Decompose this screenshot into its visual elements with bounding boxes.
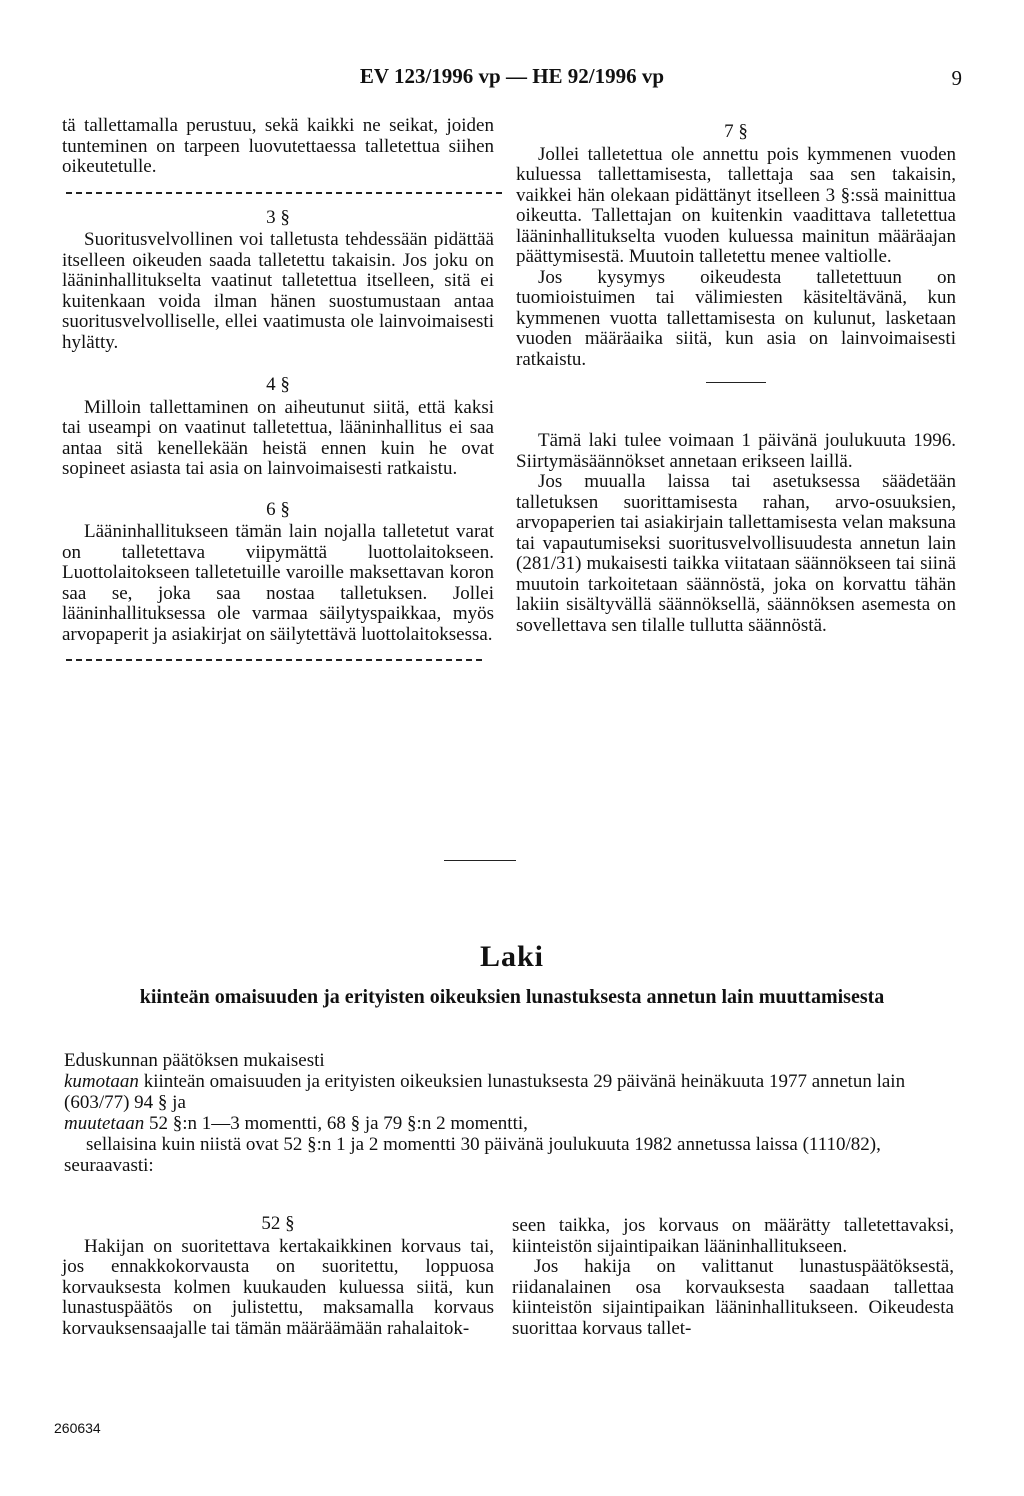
law-preamble [64,1050,954,1176]
omission-divider [66,659,482,661]
section-3-text: Suoritusvelvollinen voi talletusta tehdessään pidättää itselleen oikeuden saada talletettu takaisin. Jos joku on lääninhallitukselta vaatinut talletettua itselleen, sitä ei kuitenkaan voida ilman hänen suostumustaan antaa suoritusvelvolliselle, ellei vaatimusta ole lainvoimaisesti hylätty. [62,229,494,353]
section-6-heading: 6 § [266,498,290,520]
page-number: 9 [951,66,962,90]
document-separator [444,860,516,861]
left-column [62,116,494,675]
section-3-heading: 3 § [266,206,290,228]
muutetaan-text: 52 §:n 1—3 momentti, 68 § ja 79 §:n 2 momentti, [144,1113,528,1134]
running-head: EV 123/1996 vp — HE 92/1996 vp [359,64,665,88]
intro-paragraph: tä tallettamalla perustuu, sekä kaikki ne seikat, joiden tunteminen on tarpeen luovutettaessa talletettua siihen oikeutetulle. [62,115,494,177]
section-52-heading: 52 § [261,1213,295,1234]
kumotaan-label: kumotaan [64,1071,139,1092]
muutetaan-label: muutetaan [64,1113,145,1134]
section-52-paragraph-2: Jos hakija on valittanut lunastuspäätöksestä, riidanalainen osa korvauksesta saadaan tallettaa kiinteistön sijaintipaikan lääninhallitukseen. Oikeudesta suorittaa korvaus tallet- [512,1256,954,1339]
section-52-text: Hakijan on suoritettava kertakaikkinen korvaus tai, jos ennakkokorvausta on suoritettu, loppuosa korvauksesta kolmen kuukauden kuluessa siitä, kun lunastuspäätös on julistettu, maksamalla korvaus korvauksensaajalle tai tämän määräämään rahalaitok- [62,1235,494,1339]
print-code: 260634 [54,1420,101,1436]
entry-into-force-paragraph-1: Tämä laki tulee voimaan 1 päivänä joulukuuta 1996. Siirtymäsäännökset annetaan erikseen laillä. [516,430,956,472]
section-7-paragraph-2: Jos kysymys oikeudesta talletettuun on tuomioistuimen tai välimiesten käsiteltävänä, kun kymmenen vuotta tallettamisesta on kulunut, lasketaan vuoden määräaika siitä, kun asia on lainvoimaisesti ratkaistu. [516,266,956,370]
right-column [516,122,956,636]
section-52-continuation: seen taikka, jos korvaus on määrätty talletettavaksi, kiinteistön sijaintipaikan lääninhallitukseen. [512,1215,954,1257]
section-6-text: Lääninhallitukseen tämän lain nojalla talletetut varat on talletettava viipymättä luottolaitokseen. Luottolaitokseen talletetuille varoille maksettavan koron saa se, joka saa nostaa talletuksen. Jollei lääninhallituksessa ole varmaa säilytyspaikkaa, myös arvopaperit ja asiakirjat on säilytettävä luottolaitoksessa. [62,521,494,645]
bottom-right-column [512,1216,954,1339]
law-subtitle: kiinteän omaisuuden ja erityisten oikeuksien lunastuksesta annetun lain muuttamisesta [139,986,885,1008]
section-7-paragraph-1: Jollei talletettua ole annettu pois kymmenen vuoden kuluessa tallettamisesta, tallettaja saa sen takaisin, vaikkei hän olekaan pidättänyt itselleen 3 §:ssä mainittua oikeutta. Tallettajan on kuitenkin vaadittava talletettua lääninhallitukselta vuoden kuluessa mainitun määräajan päättymisestä. Muutoin talletettu menee valtiolle. [516,143,956,267]
entry-into-force-paragraph-2: Jos muualla laissa tai asetuksessa säädetään talletuksen suorittamisesta rahan, arvo-osuuksien, arvopaperien tai asiakirjain tallettamisesta velan maksuna tai vapautumiseksi suoritusvelvollisuudesta annetun lain (281/31) mukaisesti taikka viitataan säännökseen tai siinä muutoin tarkoitetaan säännöstä, joka on korvattu tähän lakiin sisältyvällä säännöksellä, säännöksen asemesta on sovellettava sen tilalle tullutta säännöstä. [516,471,956,636]
preamble-scope: sellaisina kuin niistä ovat 52 §:n 1 ja 2 momentti 30 päivänä joulukuuta 1982 annetussa laissa (1110/82), seuraavasti: [64,1134,881,1176]
bottom-left-column [62,1214,494,1339]
preamble-intro: Eduskunnan päätöksen mukaisesti [64,1050,325,1071]
section-7-heading: 7 § [724,121,748,142]
omission-divider [66,192,502,194]
page-header [0,62,1024,92]
section-4-text: Milloin tallettaminen on aiheutunut siitä, että kaksi tai useampi on vaatinut talletettua, lääninhallitus ei saa antaa sitä kenellekään heistä ennen kuin he ovat sopineet asiasta tai asia on lainvoimaisesti ratkaistu. [62,396,494,479]
section-4-heading: 4 § [266,374,290,395]
law-title: Laki [479,940,545,973]
kumotaan-text: kiinteän omaisuuden ja erityisten oikeuksien lunastuksesta 29 päivänä heinäkuuta 1977 annetun lain (603/77) 94 § ja [64,1071,906,1113]
section-rule [706,382,766,383]
